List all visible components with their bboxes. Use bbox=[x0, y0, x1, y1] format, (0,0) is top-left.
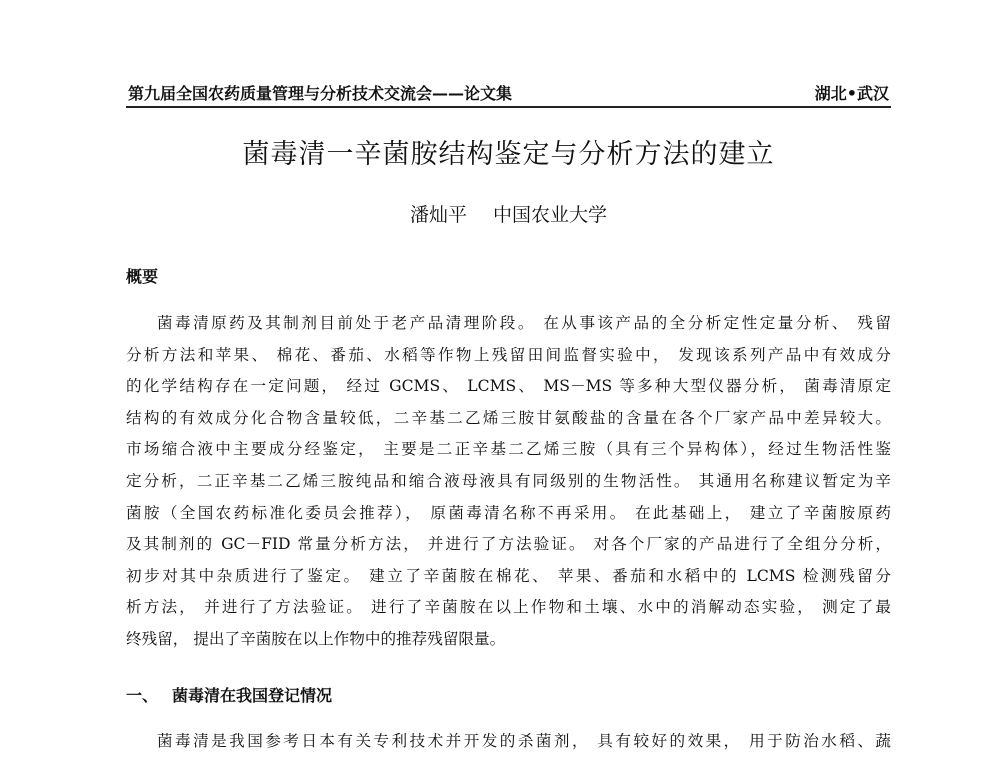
section-paragraph bbox=[126, 726, 891, 758]
abstract-line: 菌毒清原药及其制剂目前处于老产品清理阶段。 在从事该产品的全分析定性定量分析、 残留 bbox=[157, 314, 891, 332]
section-title: 菌毒清在我国登记情况 bbox=[172, 686, 333, 705]
abstract-line: 析方法， 并进行了方法验证。 进行了辛菌胺在以上作物和土壤、水中的消解动态实验， 测定了最 bbox=[126, 598, 891, 617]
abstract-line: 结构的有效成分化合物含量较低，二辛基二乙烯三胺甘氨酸盐的含量在各个厂家产品中差异较大。 bbox=[126, 408, 891, 427]
section-heading bbox=[126, 683, 332, 706]
running-header bbox=[126, 78, 891, 108]
author-line bbox=[126, 200, 891, 227]
paragraph-line: 菌毒清是我国参考日本有关专利技术并开发的杀菌剂， 具有较好的效果， 用于防治水稻、蔬 bbox=[157, 732, 891, 750]
abstract-line: 初步对其中杂质进行了鉴定。 建立了辛菌胺在棉花、 苹果、番茄和水稻中的 LCMS 检测残留分 bbox=[126, 566, 891, 585]
author-affiliation: 中国农业大学 bbox=[493, 204, 608, 226]
paper-title: 菌毒清一辛菌胺结构鉴定与分析方法的建立 bbox=[242, 139, 775, 170]
section-number: 一、 bbox=[126, 686, 159, 705]
abstract-body bbox=[126, 308, 891, 656]
abstract-line: 的化学结构存在一定问题， 经过 GCMS、 LCMS、 MS－MS 等多种大型仪器分析， 菌毒清原定 bbox=[126, 377, 891, 396]
author-name: 潘灿平 bbox=[409, 204, 467, 226]
abstract-line: 市场缩合液中主要成分经鉴定， 主要是二正辛基二乙烯三胺（具有三个异构体），经过生物活性鉴 bbox=[126, 440, 891, 459]
conference-title: 第九届全国农药质量管理与分析技术交流会——论文集 bbox=[128, 84, 513, 103]
abstract-line: 菌胺（全国农药标准化委员会推荐）， 原菌毒清名称不再采用。 在此基础上， 建立了辛菌胺原药 bbox=[126, 503, 891, 522]
abstract-line: 终残留， 提出了辛菌胺在以上作物中的推荐残留限量。 bbox=[126, 629, 506, 648]
abstract-line: 分析方法和苹果、 棉花、番茄、水稻等作物上残留田间监督实验中， 发现该系列产品中有效成分 bbox=[126, 345, 891, 364]
abstract-line: 定分析，二正辛基二乙烯三胺纯品和缩合液母液具有同级别的生物活性。 其通用名称建议暂定为辛 bbox=[126, 471, 891, 490]
conference-location: 湖北•武汉 bbox=[814, 84, 889, 103]
abstract-heading: 概要 bbox=[126, 267, 159, 286]
abstract-line: 及其制剂的 GC－FID 常量分析方法， 并进行了方法验证。 对各个厂家的产品进行了全组分分析， bbox=[126, 535, 891, 554]
